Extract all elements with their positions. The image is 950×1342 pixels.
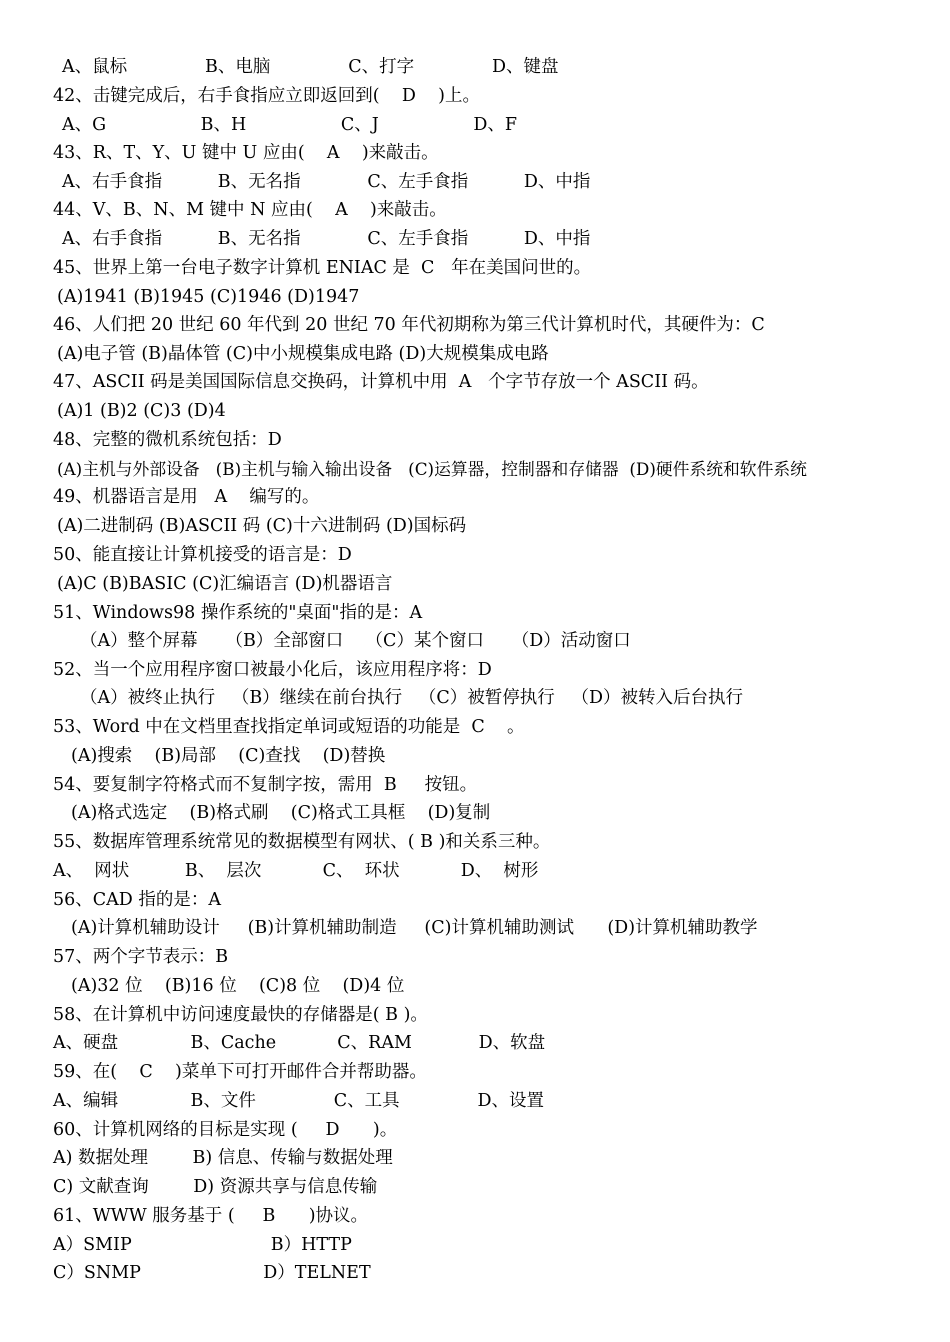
- text-line: A、硬盘 B、Cache C、RAM D、软盘: [53, 1033, 546, 1053]
- text-line: A) 数据处理 B) 信息、传输与数据处理: [53, 1148, 393, 1168]
- text-line: A）SMIP B）HTTP: [53, 1235, 352, 1255]
- text-line: 50、能直接让计算机接受的语言是：D: [53, 545, 352, 565]
- text-line: 51、Windows98 操作系统的"桌面"指的是：A: [53, 603, 423, 623]
- text-line: 44、V、B、N、M 键中 N 应由( A )来敲击。: [53, 200, 447, 220]
- text-line: 61、WWW 服务基于 ( B )协议。: [53, 1206, 369, 1226]
- text-line: (A)1 (B)2 (C)3 (D)4: [57, 401, 226, 421]
- text-line: (A)C (B)BASIC (C)汇编语言 (D)机器语言: [57, 574, 393, 594]
- text-line: 59、在( C )菜单下可打开邮件合并帮助器。: [53, 1062, 427, 1082]
- text-line: (A)1941 (B)1945 (C)1946 (D)1947: [57, 287, 360, 307]
- text-line: (A)计算机辅助设计 (B)计算机辅助制造 (C)计算机辅助测试 (D)计算机辅助教学: [71, 918, 758, 938]
- text-line: (A)二进制码 (B)ASCII 码 (C)十六进制码 (D)国标码: [57, 516, 467, 536]
- text-line: （A）整个屏幕 （B）全部窗口 （C）某个窗口 （D）活动窗口: [80, 631, 631, 651]
- text-line: 60、计算机网络的目标是实现 ( D )。: [53, 1120, 398, 1140]
- text-line: 52、当一个应用程序窗口被最小化后，该应用程序将：D: [53, 660, 492, 680]
- text-line: (A)32 位 (B)16 位 (C)8 位 (D)4 位: [71, 976, 405, 996]
- text-line: 42、击键完成后，右手食指应立即返回到( D )上。: [53, 86, 480, 106]
- text-line: 49、机器语言是用 A 编写的。: [53, 487, 320, 507]
- text-line: A、G B、H C、J D、F: [62, 115, 518, 135]
- text-line: A、 网状 B、 层次 C、 环状 D、 树形: [53, 861, 539, 881]
- text-line: 54、要复制字符格式而不复制字按，需用 B 按钮。: [53, 775, 478, 795]
- text-line: 47、ASCII 码是美国国际信息交换码，计算机中用 A 个字节存放一个 ASCII 码。: [53, 372, 709, 392]
- text-line: （A）被终止执行 （B）继续在前台执行 （C）被暂停执行 （D）被转入后台执行: [80, 688, 743, 708]
- text-line: C）SNMP D）TELNET: [53, 1263, 371, 1283]
- text-line: 48、完整的微机系统包括：D: [53, 430, 282, 450]
- text-line: (A)格式选定 (B)格式刷 (C)格式工具框 (D)复制: [71, 803, 491, 823]
- text-line: A、右手食指 B、无名指 C、左手食指 D、中指: [62, 229, 591, 249]
- text-line: 43、R、T、Y、U 键中 U 应由( A )来敲击。: [53, 143, 439, 163]
- text-line: 53、Word 中在文档里查找指定单词或短语的功能是 C 。: [53, 717, 525, 737]
- text-line: (A)电子管 (B)晶体管 (C)中小规模集成电路 (D)大规模集成电路: [57, 344, 549, 364]
- text-line: A、鼠标 B、电脑 C、打字 D、键盘: [62, 57, 559, 77]
- text-line: 57、两个字节表示：B: [53, 947, 229, 967]
- text-line: (A)搜索 (B)局部 (C)查找 (D)替换: [71, 746, 386, 766]
- text-line: 56、CAD 指的是：A: [53, 890, 222, 910]
- text-line: 46、人们把 20 世纪 60 年代到 20 世纪 70 年代初期称为第三代计算机时代，其硬件为：C: [53, 315, 765, 335]
- text-line: A、右手食指 B、无名指 C、左手食指 D、中指: [62, 172, 591, 192]
- text-line: C) 文献查询 D) 资源共享与信息传输: [53, 1177, 378, 1197]
- text-line: 45、世界上第一台电子数字计算机 ENIAC 是 C 年在美国问世的。: [53, 258, 592, 278]
- text-line: 55、数据库管理系统常见的数据模型有网状、( B )和关系三种。: [53, 832, 551, 852]
- text-line: (A)主机与外部设备 (B)主机与输入输出设备 (C)运算器，控制器和存储器 (D)硬件系统和软件系统: [57, 459, 807, 479]
- text-line: 58、在计算机中访问速度最快的存储器是( B )。: [53, 1005, 428, 1025]
- text-line: A、编辑 B、文件 C、工具 D、设置: [53, 1091, 544, 1111]
